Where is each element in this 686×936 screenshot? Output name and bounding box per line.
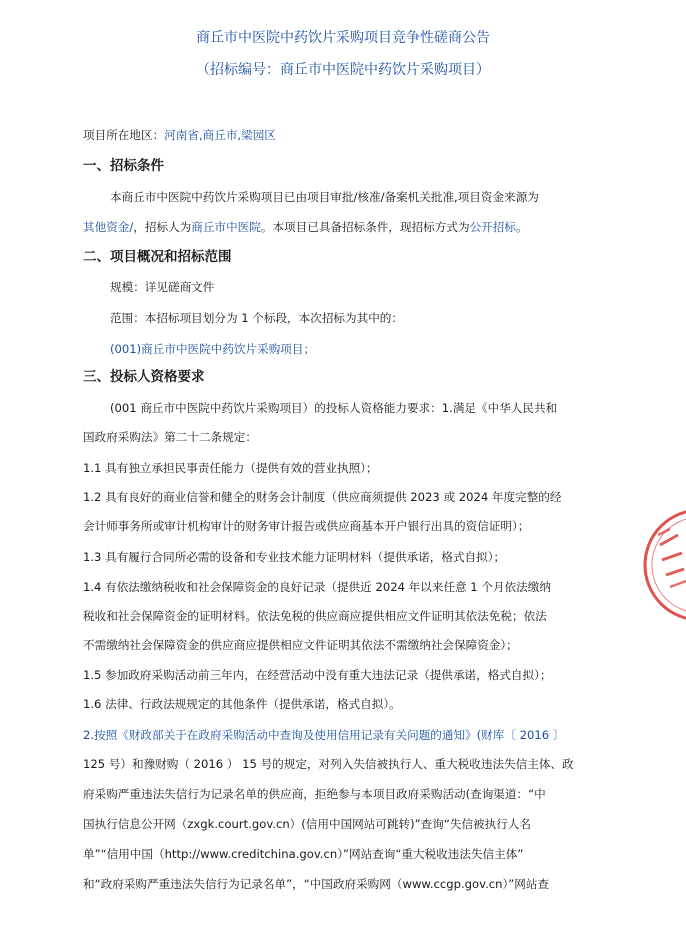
lot-line: (001)商丘市中医院中药饮片采购项目； xyxy=(110,342,316,356)
s3-line: 国执行信息公开网（zxgk.court.gov.cn）(信用中国网站可跳转)”查询“失信被执行人名 xyxy=(83,817,532,831)
s3-line: 会计师事务所或审计机构审计的财务审计报告或供应商基本开户银行出具的资信证明）； xyxy=(83,519,530,533)
seal-stamp-icon xyxy=(640,505,686,625)
s3-line: 不需缴纳社会保障资金的供应商应提供相应文件证明其依法不需缴纳社会保障资金）； xyxy=(83,638,518,652)
location-line xyxy=(83,127,276,143)
s3-line: 国政府采购法》第二十二条规定： xyxy=(83,430,257,444)
s3-line: 和“政府采购严重违法失信行为记录名单”，“中国政府采购网（www.ccgp.gov.cn）”网站查 xyxy=(83,877,550,891)
section-heading-1: 一、招标条件 xyxy=(83,158,164,174)
s3-line: 1.4 有依法缴纳税收和社会保障资金的良好记录（提供近 2024 年以来任意 1 个月依法缴纳 xyxy=(83,580,551,594)
s3-line: 税收和社会保障资金的证明材料。依法免税的供应商应提供相应文件证明其依法免税；依法 xyxy=(83,609,547,623)
section-heading-2: 二、项目概况和招标范围 xyxy=(83,249,232,265)
s3-line: 1.2 具有良好的商业信誉和健全的财务会计制度（供应商须提供 2023 或 2024 年度完整的经 xyxy=(83,490,562,504)
s1-text-a: ，招标人为 xyxy=(133,220,192,234)
s3-line: (001 商丘市中医院中药饮片采购项目）的投标人资格能力要求：1.满足《中华人民共和 xyxy=(110,401,558,415)
section-heading-3: 三、投标人资格要求 xyxy=(83,369,205,385)
tender-method: 公开招标 xyxy=(469,220,516,234)
s1-line-1: 本商丘市中医院中药饮片采购项目已由项目审批/核准/备案机关批准,项目资金来源为 xyxy=(110,190,539,204)
scale-line: 规模：详见磋商文件 xyxy=(110,280,215,294)
s3-line: 1.6 法律、行政法规规定的其他条件（提供承诺，格式自拟）。 xyxy=(83,697,401,711)
scope-line: 范围：本招标项目划分为 1 个标段，本次招标为其中的： xyxy=(110,311,403,325)
page-subtitle: （招标编号：商丘市中医院中药饮片采购项目） xyxy=(196,62,490,78)
page-title: 商丘市中医院中药饮片采购项目竞争性磋商公告 xyxy=(196,30,490,46)
location-label: 项目所在地区： xyxy=(83,128,165,142)
tenderer: 商丘市中医院 xyxy=(191,220,261,234)
fund-source: 其他资金/ xyxy=(83,220,134,234)
s1-line-2 xyxy=(83,219,528,235)
s3-line: 1.1 具有独立承担民事责任能力（提供有效的营业执照）； xyxy=(83,461,378,475)
location-value: 河南省,商丘市,梁园区 xyxy=(164,128,276,142)
s1-text-b: 。本项目已具备招标条件，现招标方式为 xyxy=(260,220,470,234)
s3-line: 1.5 参加政府采购活动前三年内，在经营活动中没有重大违法记录（提供承诺，格式自拟）； xyxy=(83,668,552,682)
s3-line: 125 号）和豫财购（ 2016 ） 15 号的规定，对列入失信被执行人、重大税收违法失信主体、政 xyxy=(83,757,574,771)
s1-text-c: 。 xyxy=(515,220,528,234)
s3-line: 1.3 具有履行合同所必需的设备和专业技术能力证明材料（提供承诺，格式自拟）； xyxy=(83,550,506,564)
s3-line: 府采购严重违法失信行为记录名单的供应商，拒绝参与本项目政府采购活动(查询渠道：“中 xyxy=(83,787,546,801)
s3-line: 2.按照《财政部关于在政府采购活动中查询及使用信用记录有关问题的通知》(财库〔 2016 〕 xyxy=(83,728,565,742)
s3-line: 单”“信用中国（http://www.creditchina.gov.cn）”网站查询“重大税收违法失信主体” xyxy=(83,847,524,861)
